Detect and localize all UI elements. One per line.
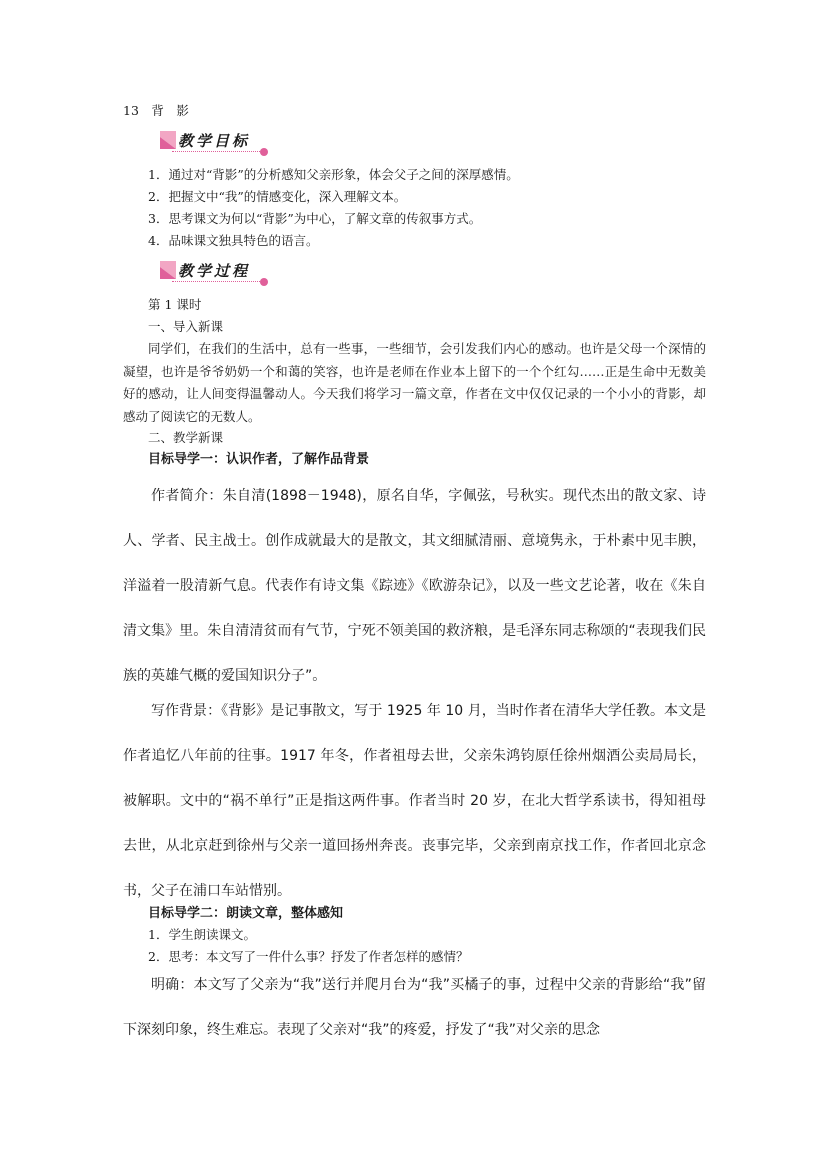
background-text: 《背影》是记事散文，写于 1925 年 10 月，当时作者在清华大学任教。本文是作者追忆八年前的往事。1917 年冬，作者祖母去世，父亲朱鸿钧原任徐州烟酒公卖局局长，被解职。文中的“祸不单行”正是指这两件事。作者当时 20 岁，在北大哲学系读书，得知祖母去世，从北京赶到徐州与父亲一道回扬州奔丧。丧事完毕，父亲到南京找工作，作者回北京念书，父子在浦口车站惜别。 — [123, 703, 707, 899]
goals-heading-banner — [158, 129, 270, 155]
author-lead: 作者简介： — [151, 488, 223, 504]
lesson-number: 13 — [123, 103, 139, 118]
heading-dot — [260, 148, 268, 156]
answer-paragraph — [123, 963, 706, 1053]
period-label: 第 1 课时 — [148, 297, 202, 312]
intro-paragraph: 同学们，在我们的生活中，总有一些事，一些细节，会引发我们内心的感动。也许是父母一个深情的凝望，也许是爷爷奶奶一个和蔼的笑容，也许是老师在作业本上留下的一个个红勾……正是生命中无数美好的感动，让人间变得温馨动人。今天我们将学习一篇文章，作者在文中仅仅记录的一个小小的背影，却感动了阅读它的无数人。 — [123, 341, 706, 424]
step-item: 1．学生朗读课文。 — [148, 927, 256, 942]
heading-underline — [172, 151, 262, 152]
goal-item: 4．品味课文独具特色的语言。 — [148, 233, 319, 248]
goal-item: 3．思考课文为何以“背影”为中心，了解文章的传叙事方式。 — [148, 211, 482, 226]
heading-underline — [172, 281, 262, 282]
guide1-title: 目标导学一：认识作者，了解作品背景 — [148, 452, 370, 467]
goal-item: 2．把握文中“我”的情感变化，深入理解文本。 — [148, 189, 407, 204]
heading-dot — [260, 278, 268, 286]
author-text: 朱自清(1898－1948)，原名自华，字佩弦，号秋实。现代杰出的散文家、诗人、学者、民主战士。创作成就最大的是散文，其文细腻清丽、意境隽永，于朴素中见丰腴，洋溢着一股清新气息。代表作有诗文集《踪迹》《欧游杂记》，以及一些文艺论著，收在《朱自清文集》里。朱自清清贫而有气节，宁死不领美国的救济粮，是毛泽东同志称颂的“表现我们民族的英雄气概的爱国知识分子”。 — [123, 488, 707, 684]
process-heading: 教学过程 — [178, 262, 251, 280]
goal-item: 1．通过对“背影”的分析感知父亲形象，体会父子之间的深厚感情。 — [148, 167, 519, 182]
guide2-title: 目标导学二：朗读文章，整体感知 — [148, 906, 344, 921]
answer-text: 本文写了父亲为“我”送行并爬月台为“我”买橘子的事，过程中父亲的背影给“我”留下深刻印象，终生难忘。表现了父亲对“我”的疼爱，抒发了“我”对父亲的思念 — [123, 977, 707, 1038]
author-paragraph — [123, 474, 706, 699]
lesson-heading — [123, 100, 189, 122]
part2-heading: 二、教学新课 — [148, 430, 224, 445]
lesson-title: 背 影 — [151, 103, 189, 118]
answer-lead: 明确： — [151, 977, 194, 993]
background-paragraph — [123, 689, 706, 914]
pink-flag-icon — [158, 129, 178, 151]
process-heading-banner — [158, 259, 270, 285]
background-lead: 写作背景： — [151, 703, 222, 719]
pink-flag-icon — [158, 259, 178, 281]
step-item: 2．思考：本文写了一件什么事？抒发了作者怎样的感情？ — [148, 949, 469, 964]
goals-heading: 教学目标 — [178, 132, 251, 150]
part1-heading: 一、导入新课 — [148, 319, 224, 334]
